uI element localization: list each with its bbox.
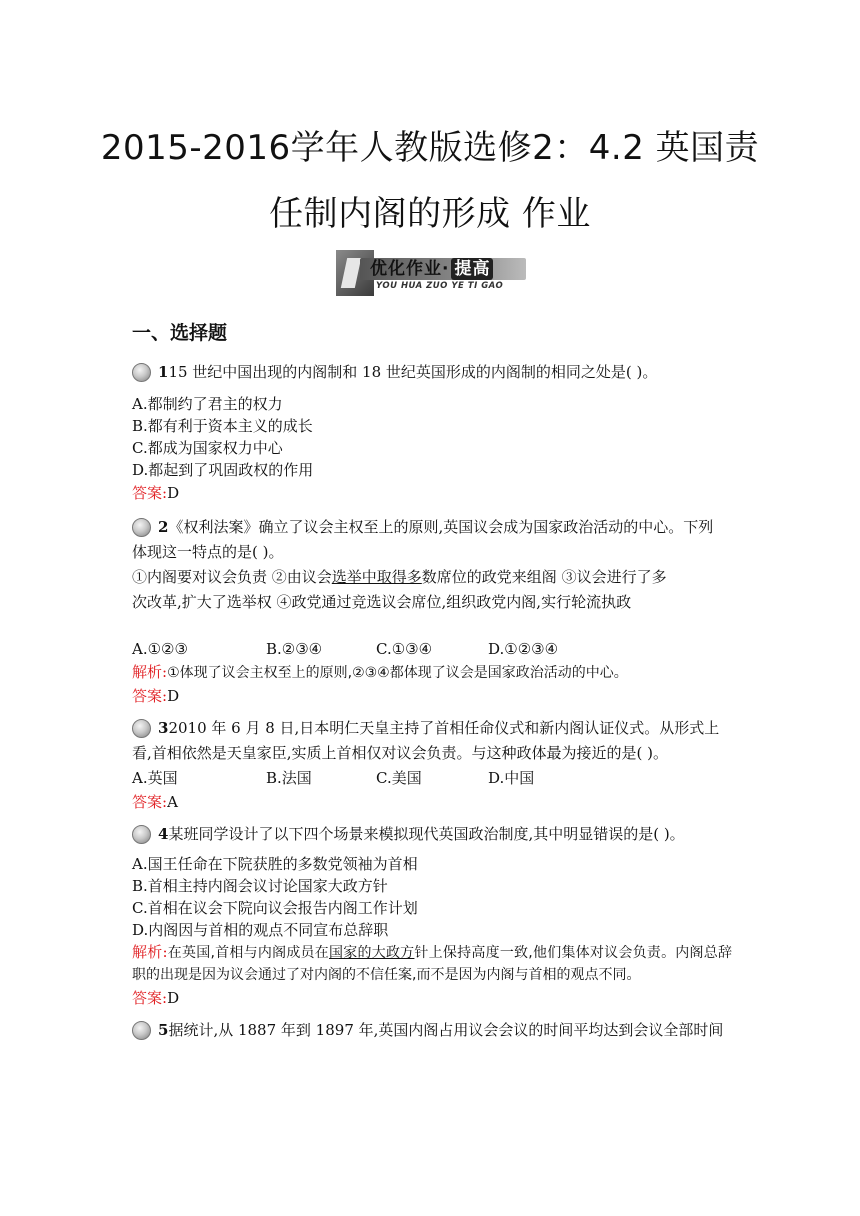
answer-value: D bbox=[167, 989, 180, 1007]
question-stem: 某班同学设计了以下四个场景来模拟现代英国政治制度,其中明显错误的是( )。 bbox=[168, 825, 685, 843]
option-a: A.英国 bbox=[132, 769, 178, 787]
answer-line bbox=[132, 481, 732, 505]
statement-line-1: ①内阁要对议会负责 ②由议会选举中取得多数席位的政党来组阁 ③议会进行了多 bbox=[132, 568, 667, 586]
option-c: C.首相在议会下院向议会报告内阁工作计划 bbox=[132, 899, 418, 917]
options-row bbox=[132, 766, 732, 790]
document-title-line-2: 任制内阁的形成 作业 bbox=[269, 194, 591, 234]
question-number: 2 bbox=[158, 518, 169, 536]
question-number: 4 bbox=[158, 825, 169, 843]
option-c: C.美国 bbox=[376, 769, 422, 787]
question-stem-continued: 看,首相依然是天皇家臣,实质上首相仅对议会负责。与这种政体最为接近的是( )。 bbox=[132, 744, 669, 762]
question-5 bbox=[132, 1018, 732, 1043]
analysis-label: 解析: bbox=[132, 663, 168, 681]
option-d: D.都起到了巩固政权的作用 bbox=[132, 461, 314, 479]
question-list bbox=[132, 360, 732, 1043]
answer-line bbox=[132, 790, 732, 814]
question-2 bbox=[132, 515, 732, 708]
question-stem: 2010 年 6 月 8 日,日本明仁天皇主持了首相任命仪式和新内阁认证仪式。从形式上 bbox=[168, 719, 720, 737]
question-bullet-icon bbox=[132, 518, 151, 537]
question-bullet-icon bbox=[132, 719, 151, 738]
statement-line-2: 次改革,扩大了选举权 ④政党通过竞选议会席位,组织政党内阁,实行轮流执政 bbox=[132, 593, 632, 611]
option-b: B.首相主持内阁会议讨论国家大政方针 bbox=[132, 877, 388, 895]
question-1 bbox=[132, 360, 732, 505]
question-number: 1 bbox=[158, 363, 169, 381]
answer-value: D bbox=[167, 484, 180, 502]
analysis-label: 解析: bbox=[132, 943, 168, 961]
option-c: C.①③④ bbox=[376, 640, 433, 658]
option-b: B.法国 bbox=[266, 769, 312, 787]
answer-label: 答案: bbox=[132, 484, 168, 502]
option-a: A.国王任命在下院获胜的多数党领袖为首相 bbox=[132, 855, 418, 873]
question-stem: 据统计,从 1887 年到 1897 年,英国内阁占用议会会议的时间平均达到会议全部时间 bbox=[168, 1021, 724, 1039]
option-a: A.①②③ bbox=[132, 640, 188, 658]
question-stem: 15 世纪中国出现的内阁制和 18 世纪英国形成的内阁制的相同之处是( )。 bbox=[168, 363, 658, 381]
answer-value: D bbox=[167, 687, 180, 705]
option-b: B.②③④ bbox=[266, 640, 323, 658]
option-d: D.中国 bbox=[488, 769, 535, 787]
logo-main-text: 优化作业 bbox=[370, 259, 442, 279]
answer-line bbox=[132, 684, 732, 708]
question-4 bbox=[132, 822, 732, 1010]
analysis-line bbox=[132, 661, 732, 684]
answer-line bbox=[132, 986, 732, 1010]
question-bullet-icon bbox=[132, 363, 151, 382]
options-row bbox=[132, 637, 732, 661]
logo-tag-text: 提高 bbox=[451, 258, 493, 280]
question-number: 5 bbox=[158, 1021, 169, 1039]
logo-subtitle: YOU HUA ZUO YE TI GAO bbox=[376, 281, 504, 291]
analysis-text: ①体现了议会主权至上的原则,②③④都体现了议会是国家政治活动的中心。 bbox=[167, 665, 628, 681]
answer-value: A bbox=[167, 793, 178, 811]
question-bullet-icon bbox=[132, 825, 151, 844]
answer-label: 答案: bbox=[132, 687, 168, 705]
option-a: A.都制约了君主的权力 bbox=[132, 395, 283, 413]
answer-label: 答案: bbox=[132, 989, 168, 1007]
question-stem: 《权利法案》确立了议会主权至上的原则,英国议会成为国家政治活动的中心。下列 bbox=[168, 518, 714, 536]
option-d: D.内阁因与首相的观点不同宣布总辞职 bbox=[132, 921, 389, 939]
question-stem-continued: 体现这一特点的是( )。 bbox=[132, 543, 284, 561]
option-b: B.都有利于资本主义的成长 bbox=[132, 417, 313, 435]
option-d: D.①②③④ bbox=[488, 640, 559, 658]
document-title-line-1: 2015-2016学年人教版选修2：4.2 英国责 bbox=[100, 128, 760, 168]
question-3 bbox=[132, 716, 732, 814]
answer-label: 答案: bbox=[132, 793, 168, 811]
question-number: 3 bbox=[158, 719, 169, 737]
question-bullet-icon bbox=[132, 1021, 151, 1040]
section-heading: 一、选择题 bbox=[132, 322, 228, 344]
option-c: C.都成为国家权力中心 bbox=[132, 439, 283, 457]
analysis-paragraph: 解析:在英国,首相与内阁成员在国家的大政方针上保持高度一致,他们集体对议会负责。内阁总辞职的出现是因为议会通过了对内阁的不信任案,而不是因为内阁与首相的观点不同。 bbox=[132, 943, 733, 983]
youhua-zuoye-logo: 优化作业· 提高 YOU HUA ZUO YE TI GAO bbox=[336, 250, 526, 296]
